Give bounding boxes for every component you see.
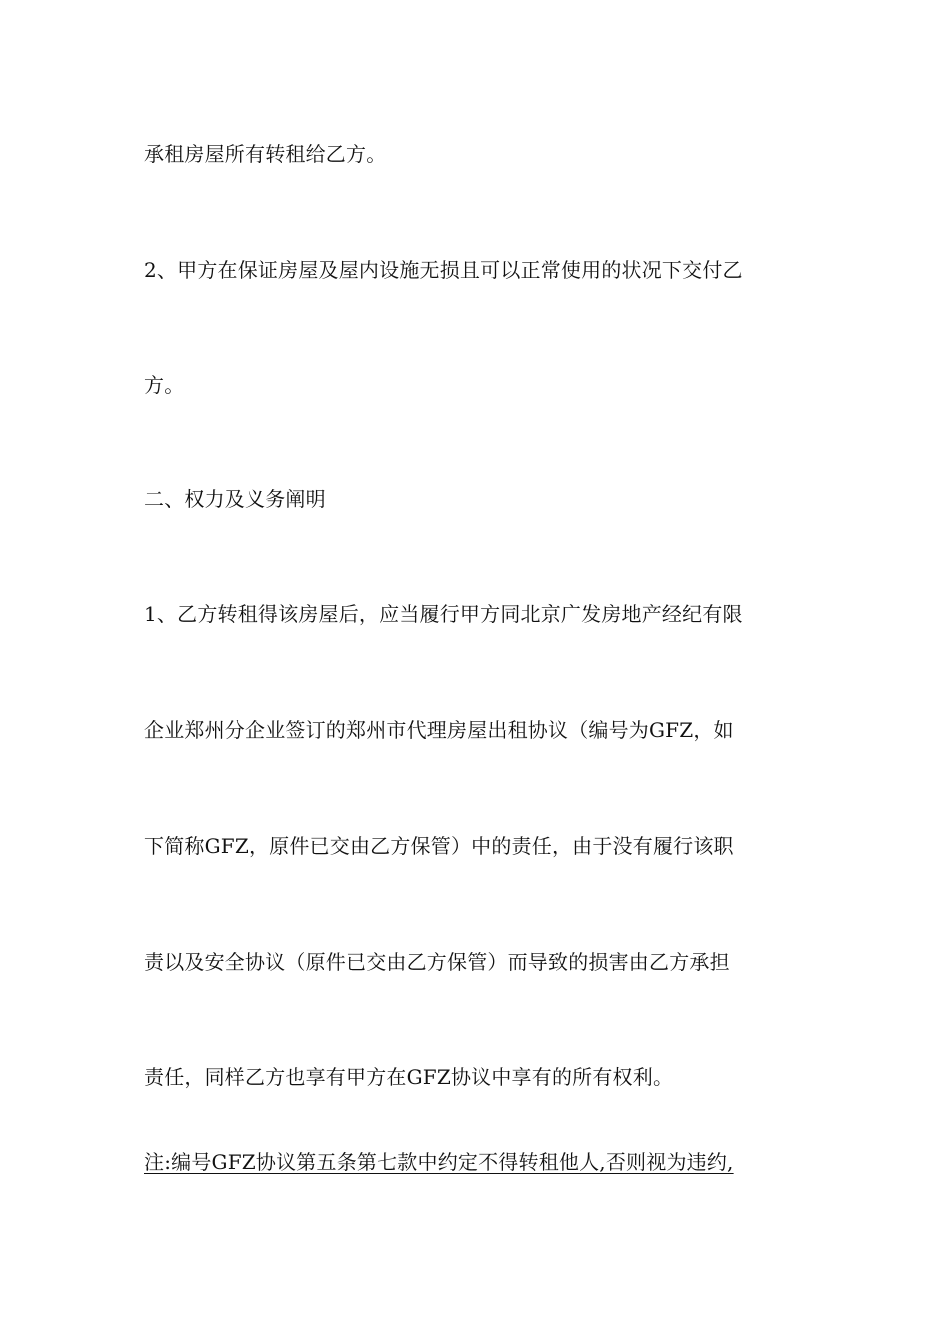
paragraph-line-5: 企业郑州分企业签订的郑州市代理房屋出租协议（编号为GFZ，如 <box>144 718 734 742</box>
paragraph-line-6: 下简称GFZ，原件已交由乙方保管）中的责任，由于没有履行该职 <box>144 834 734 858</box>
section-heading: 二、权力及义务阐明 <box>144 487 326 511</box>
paragraph-line-7: 责以及安全协议（原件已交由乙方保管）而导致的损害由乙方承担 <box>144 950 730 974</box>
paragraph-line-4: 1、乙方转租得该房屋后，应当履行甲方同北京广发房地产经纪有限 <box>144 602 743 626</box>
paragraph-line-3: 方。 <box>144 373 185 397</box>
underlined-note: 注:编号GFZ协议第五条第七款中约定不得转租他人,否则视为违约, <box>144 1150 734 1174</box>
paragraph-line-8: 责任，同样乙方也享有甲方在GFZ协议中享有的所有权利。 <box>144 1065 674 1089</box>
paragraph-line-1: 承租房屋所有转租给乙方。 <box>144 142 387 166</box>
paragraph-line-2: 2、甲方在保证房屋及屋内设施无损且可以正常使用的状况下交付乙 <box>144 258 743 282</box>
